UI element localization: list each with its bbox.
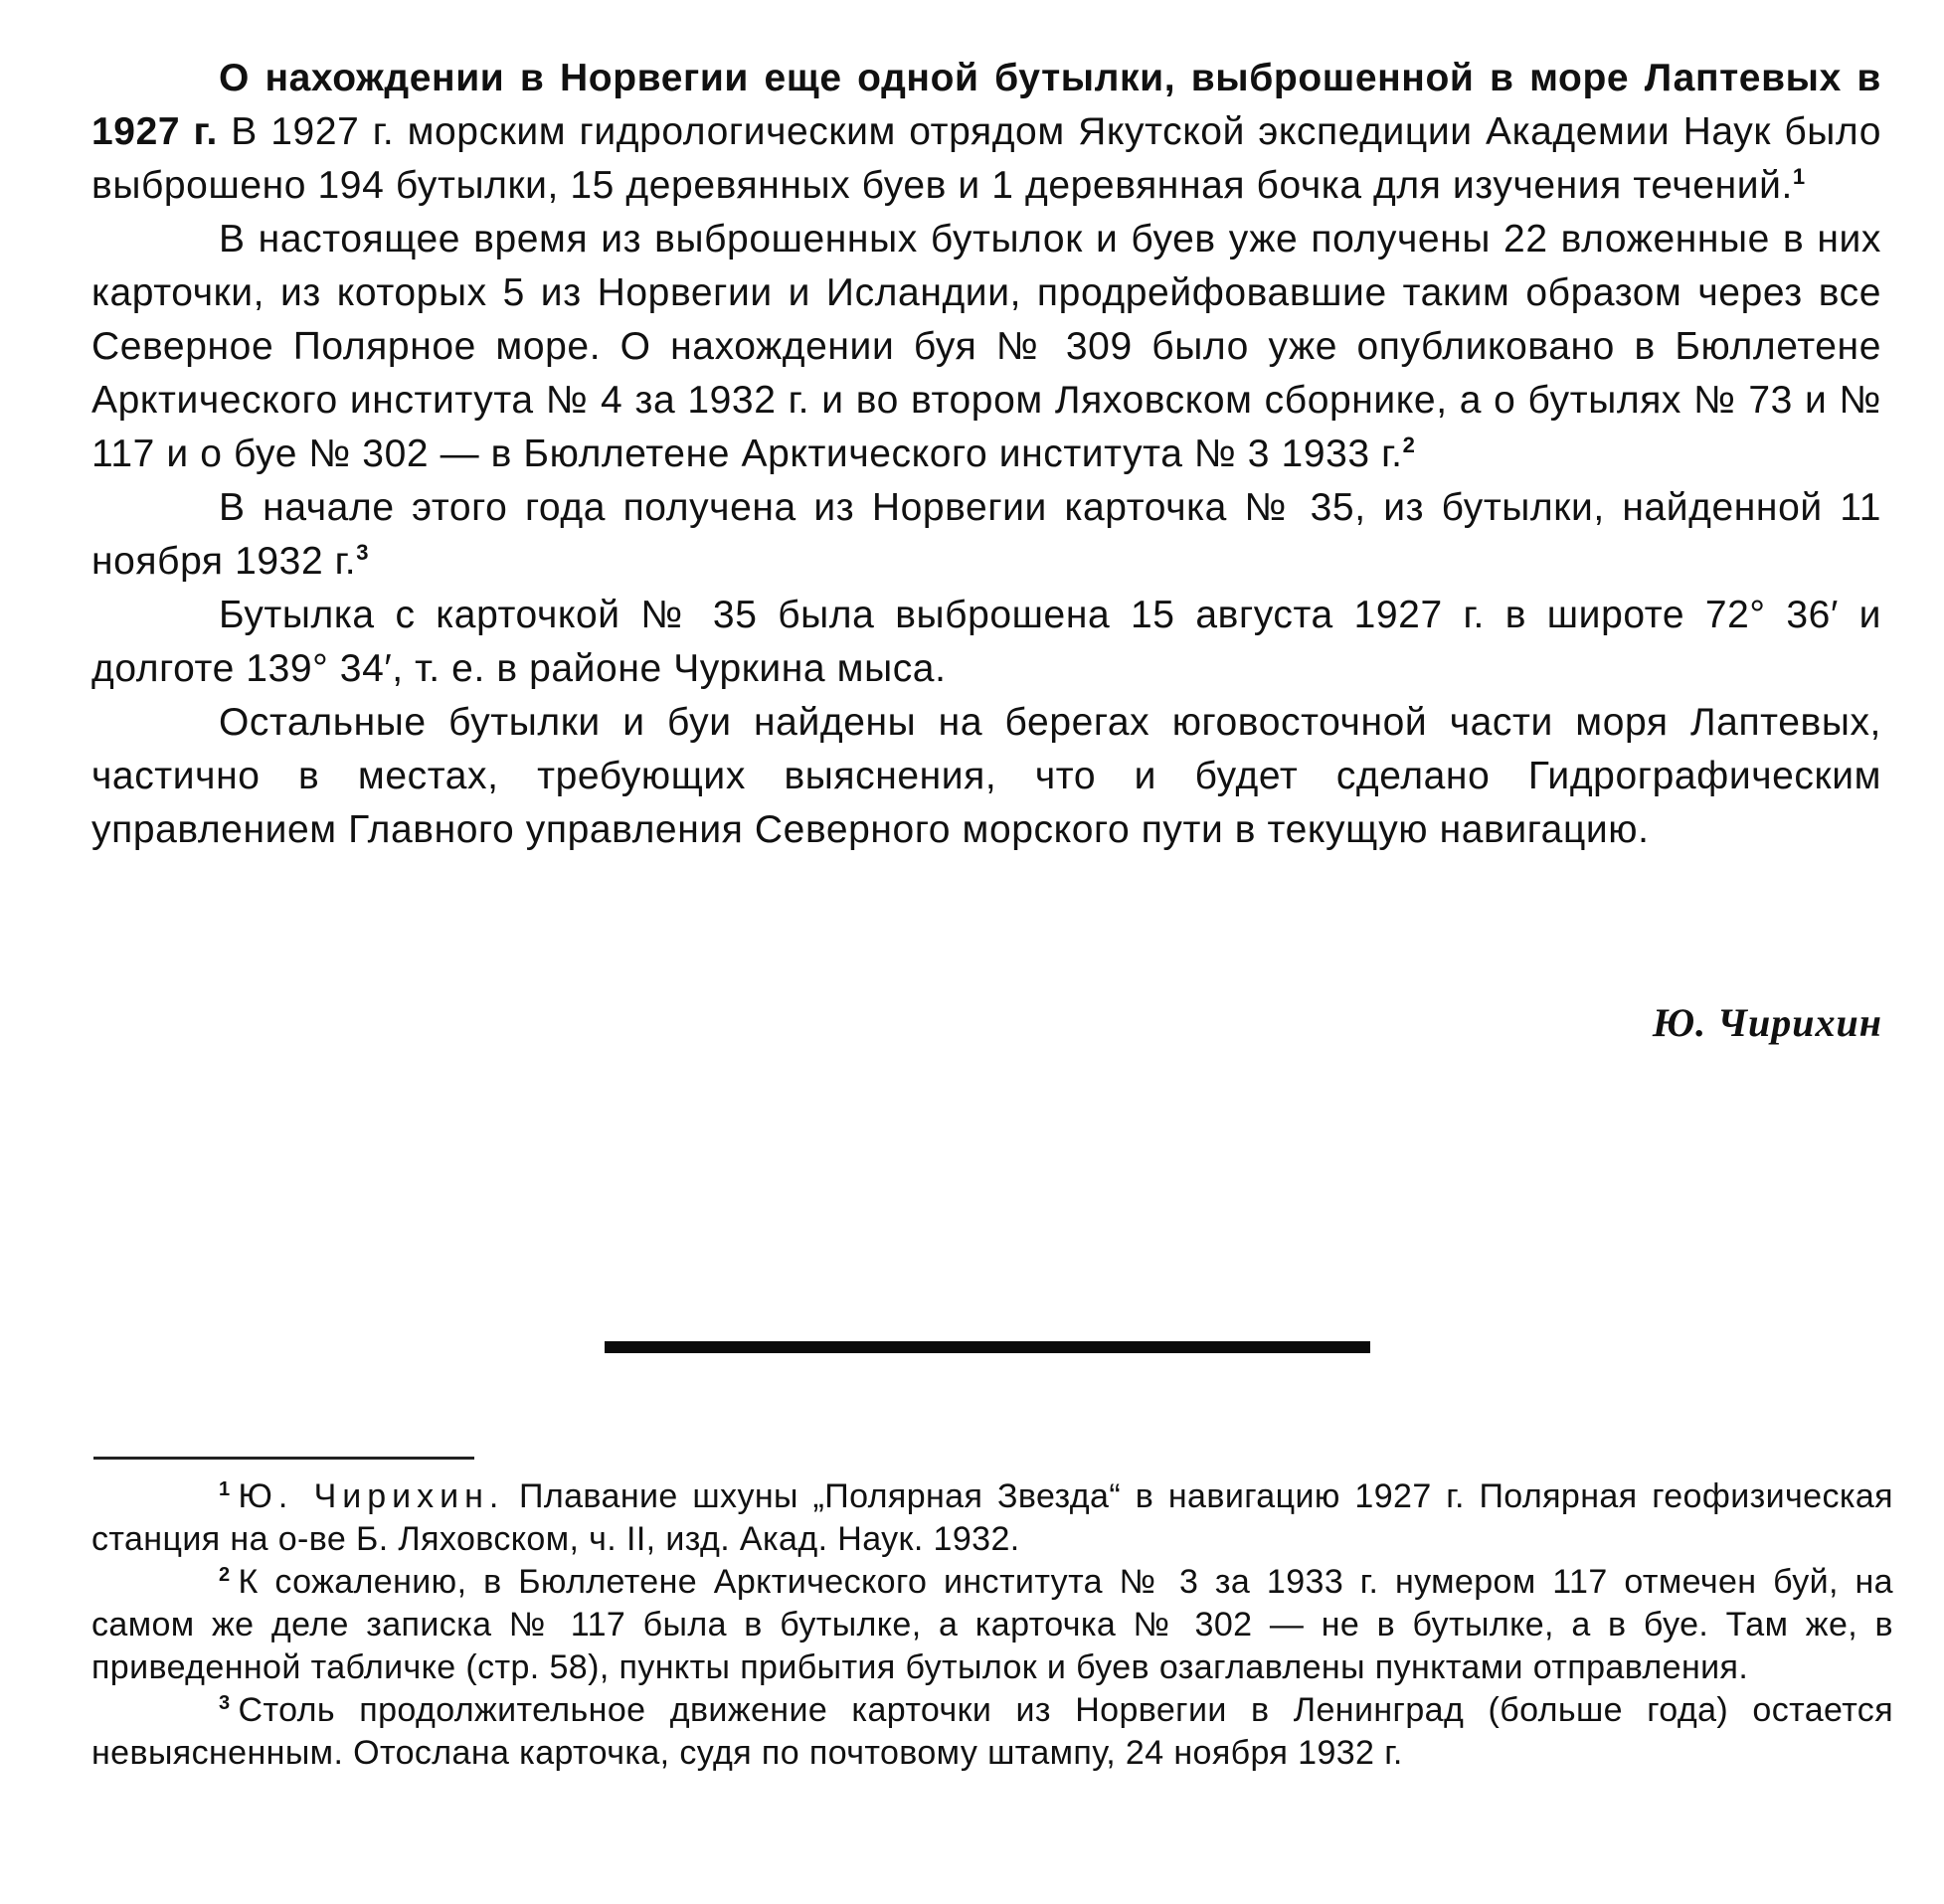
paragraph-4-text: Бутылка с карточкой № 35 была выброшена 15 августа 1927 г. в широте 72° 36′ и долготе 139° 34′, т. е. в районе Чуркина мыса. [91,594,1881,690]
article-title: О нахождении в Норвегии еще одной бутылки, выброшенной в море Лаптевых в 1927 г. [91,57,1881,153]
article-body [91,52,1881,857]
footnote-ref-3: 3 [356,540,370,565]
footnote-1-author: Ю. Чирихин. [238,1477,505,1515]
footnote-2-text: К сожалению, в Бюллетене Арктического института № 3 за 1933 г. нумером 117 отмечен буй, на самом же деле записка № 117 была в бутылке, а карточка № 302 — не в бутылке, а в буе. Там же, в приведенной табличке (стр. 58), пункты прибытия бутылок и буев озаглавлены пунктами отправления. [91,1563,1893,1686]
footnote-2 [91,1561,1893,1689]
paragraph-2 [91,213,1881,481]
paragraph-3-text: В начале этого года получена из Норвегии карточка № 35, из бутылки, найденной 11 ноября 1932 г. [91,486,1881,583]
footnote-1-text: Плавание шхуны „Полярная Звезда“ в навигацию 1927 г. Полярная геофизическая станция на о-ве Б. Ляховском, ч. II, изд. Акад. Наук. 1932. [91,1477,1893,1558]
section-divider [605,1341,1370,1353]
author-signature: Ю. Чирихин [1652,1000,1882,1045]
footnote-ref-1: 1 [1792,164,1806,189]
footnote-divider [93,1457,474,1460]
paragraph-2-text: В настоящее время из выброшенных бутылок и буев уже получены 22 вложенные в них карточки, из которых 5 из Норвегии и Исландии, продрейфовавшие таким образом через все Северное Полярное море. О нахождении буя № 309 было уже опубликовано в Бюллетене Арктического института № 4 за 1932 г. и во втором Ляховском сборнике, а о бутылях № 73 и № 117 и о буе № 302 — в Бюллетене Арктического института № 3 1933 г. [91,218,1881,475]
paragraph-1-text: В 1927 г. морским гидрологическим отрядом Якутской экспедиции Академии Наук было выброшено 194 бутылки, 15 деревянных буев и 1 деревянная бочка для изучения течений. [91,110,1881,207]
paragraph-1 [91,52,1881,213]
footnote-2-number: 2 [219,1563,231,1586]
footnote-1-number: 1 [219,1477,231,1500]
paragraph-5 [91,696,1881,857]
footnote-ref-2: 2 [1402,433,1416,457]
paragraph-4 [91,589,1881,696]
paragraph-5-text: Остальные бутылки и буи найдены на берегах юговосточной части моря Лаптевых, частично в местах, требующих выяснения, что и будет сделано Гидрографическим управлением Главного управления Северного морского пути в текущую навигацию. [91,701,1881,851]
paragraph-3 [91,481,1881,589]
footnote-3-number: 3 [219,1691,231,1714]
footnote-3 [91,1689,1893,1775]
footnote-1 [91,1475,1893,1561]
footnotes [91,1475,1893,1775]
footnote-3-text: Столь продолжительное движение карточки из Норвегии в Ленинград (больше года) остается невыясненным. Отослана карточка, судя по почтовому штампу, 24 ноября 1932 г. [91,1691,1893,1772]
